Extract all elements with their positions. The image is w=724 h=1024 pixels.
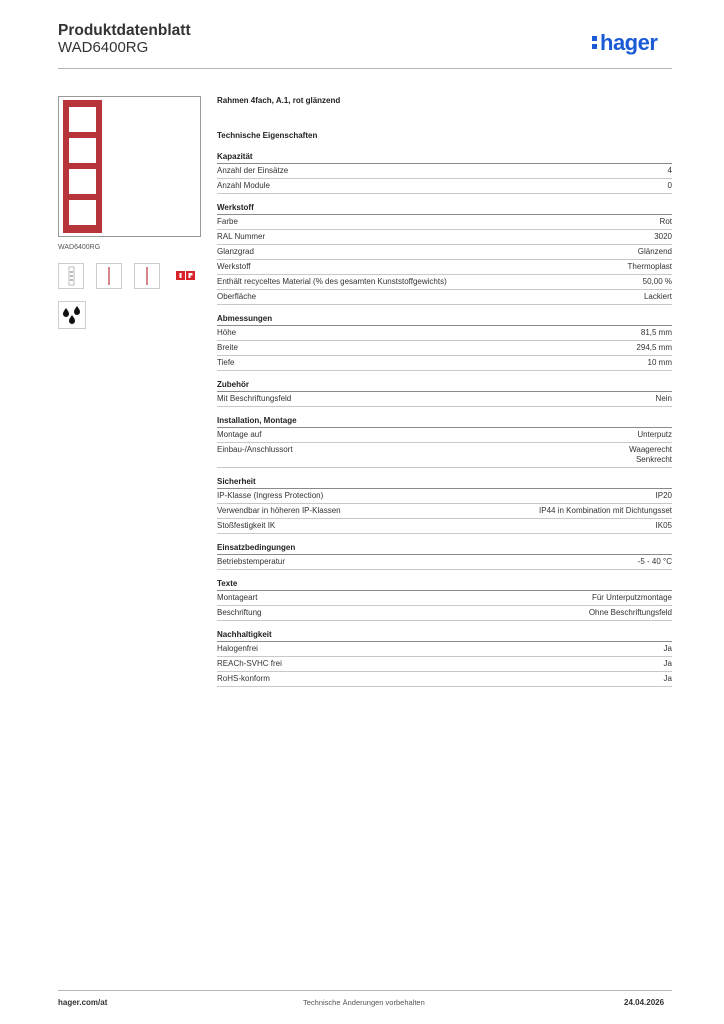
- property-label: Tiefe: [217, 358, 235, 367]
- property-row: [217, 245, 672, 260]
- section-title: Nachhaltigkeit: [217, 630, 672, 642]
- property-row: [217, 260, 672, 275]
- frame-side-icon[interactable]: [96, 263, 122, 289]
- section-title: Installation, Montage: [217, 416, 672, 428]
- property-row: [217, 672, 672, 687]
- footer-website-link[interactable]: hager.com/at: [58, 998, 108, 1007]
- property-row: [217, 290, 672, 305]
- brand-logo-text: hager: [600, 30, 658, 55]
- water-drops-icon: [58, 301, 86, 329]
- property-value: Ja: [663, 644, 672, 653]
- property-value: Für Unterputzmontage: [591, 593, 672, 602]
- property-row: [217, 179, 672, 194]
- frame-side-icon[interactable]: [134, 263, 160, 289]
- property-row: [217, 519, 672, 534]
- property-label: RAL Nummer: [217, 232, 266, 241]
- footer-divider: [58, 990, 672, 991]
- property-label: Oberfläche: [217, 292, 257, 301]
- property-label: Montage auf: [217, 430, 262, 439]
- property-section: [217, 630, 672, 687]
- property-value: 10 mm: [647, 358, 672, 367]
- ip-rating-icon[interactable]: [172, 263, 198, 289]
- property-value: IP44 in Kombination mit Dichtungsset: [539, 506, 672, 515]
- footer-date: 24.04.2026: [624, 998, 665, 1007]
- property-value: Thermoplast: [627, 262, 672, 271]
- property-value: 4: [667, 166, 672, 175]
- property-value: 3020: [654, 232, 672, 241]
- property-label: Höhe: [217, 328, 237, 337]
- property-row: [217, 275, 672, 290]
- property-label: Einbau-/Anschlussort: [217, 445, 293, 454]
- section-title: Einsatzbedingungen: [217, 543, 672, 555]
- property-value: Ja: [663, 674, 672, 683]
- technical-properties-heading: Technische Eigenschaften: [217, 131, 318, 140]
- property-row: [217, 504, 672, 519]
- property-section: [217, 579, 672, 621]
- footer-disclaimer: Technische Änderungen vorbehalten: [303, 998, 425, 1007]
- property-label: IP-Klasse (Ingress Protection): [217, 491, 324, 500]
- property-row: [217, 428, 672, 443]
- property-label: Mit Beschriftungsfeld: [217, 394, 292, 403]
- logo-dots-icon: [592, 31, 598, 51]
- property-value: Nein: [655, 394, 672, 403]
- property-row: [217, 555, 672, 570]
- section-title: Sicherheit: [217, 477, 672, 489]
- property-label: RoHS-konform: [217, 674, 270, 683]
- property-label: REACh-SVHC frei: [217, 659, 282, 668]
- property-row: [217, 591, 672, 606]
- property-label: Halogenfrei: [217, 644, 258, 653]
- section-title: Werkstoff: [217, 203, 672, 215]
- property-label: Verwendbar in höheren IP-Klassen: [217, 506, 341, 515]
- property-row: [217, 489, 672, 504]
- property-row: [217, 164, 672, 179]
- property-row: [217, 356, 672, 371]
- property-section: [217, 314, 672, 371]
- property-value: Ohne Beschriftungsfeld: [588, 608, 672, 617]
- property-value: Unterputz: [637, 430, 672, 439]
- property-section: [217, 416, 672, 468]
- property-row: [217, 443, 672, 468]
- property-section: [217, 152, 672, 194]
- property-value: Rot: [659, 217, 672, 226]
- property-label: Werkstoff: [217, 262, 251, 271]
- section-title: Abmessungen: [217, 314, 672, 326]
- datasheet-content: [217, 96, 672, 696]
- property-label: Stoßfestigkeit IK: [217, 521, 276, 530]
- frame-4fold-image: [59, 97, 200, 236]
- section-title: Kapazität: [217, 152, 672, 164]
- product-name: Rahmen 4fach, A.1, rot glänzend: [217, 96, 341, 105]
- property-row: [217, 326, 672, 341]
- property-row: [217, 392, 672, 407]
- property-row: [217, 230, 672, 245]
- section-title: Zubehör: [217, 380, 672, 392]
- article-number: WAD6400RG: [58, 39, 149, 56]
- header-divider: [58, 68, 672, 69]
- property-label: Breite: [217, 343, 238, 352]
- property-row: [217, 657, 672, 672]
- property-label: Glanzgrad: [217, 247, 254, 256]
- property-value: Waagerecht Senkrecht: [629, 445, 672, 464]
- property-row: [217, 215, 672, 230]
- property-value: Ja: [663, 659, 672, 668]
- property-value: -5 - 40 °C: [637, 557, 672, 566]
- property-label: Anzahl der Einsätze: [217, 166, 289, 175]
- property-value: Glänzend: [637, 247, 672, 256]
- frame-front-icon[interactable]: [58, 263, 84, 289]
- property-value: IP20: [655, 491, 672, 500]
- property-section: [217, 477, 672, 534]
- property-row: [217, 642, 672, 657]
- property-label: Beschriftung: [217, 608, 262, 617]
- property-section: [217, 543, 672, 570]
- property-row: [217, 606, 672, 621]
- property-section: [217, 380, 672, 407]
- property-label: Montageart: [217, 593, 258, 602]
- property-value: 0: [667, 181, 672, 190]
- property-sections: [217, 152, 672, 687]
- property-label: Enthält recyceltes Material (% des gesamten Kunststoffgewichts): [217, 277, 447, 286]
- property-value: 81,5 mm: [640, 328, 672, 337]
- section-title: Texte: [217, 579, 672, 591]
- property-label: Betriebstemperatur: [217, 557, 286, 566]
- property-label: Anzahl Module: [217, 181, 270, 190]
- property-value: 294,5 mm: [636, 343, 672, 352]
- property-label: Farbe: [217, 217, 238, 226]
- brand-logo: [592, 30, 657, 56]
- property-section: [217, 203, 672, 305]
- property-value: 50,00 %: [642, 277, 672, 286]
- product-image-caption: WAD6400RG: [58, 244, 101, 251]
- property-row: [217, 341, 672, 356]
- product-image: [58, 96, 201, 237]
- property-value: Lackiert: [643, 292, 672, 301]
- property-value: IK05: [655, 521, 672, 530]
- document-title: Produktdatenblatt: [58, 22, 191, 39]
